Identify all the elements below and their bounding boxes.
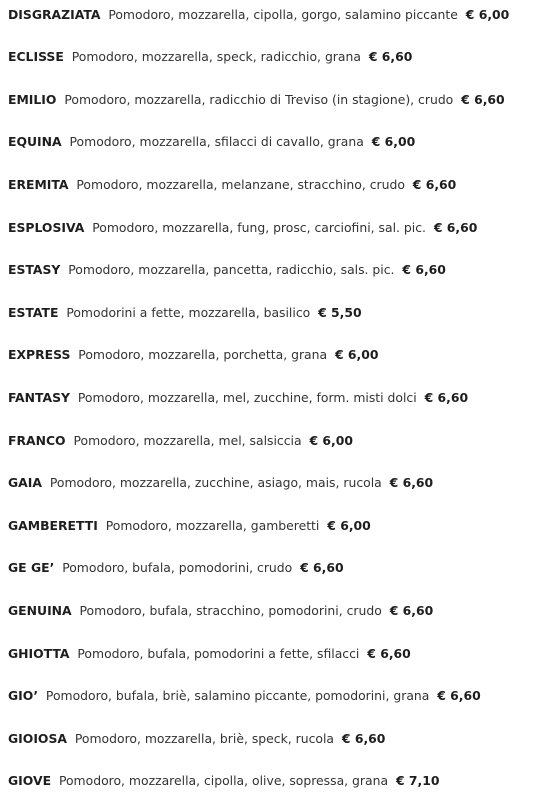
pizza-ingredients: Pomodoro, mozzarella, gamberetti xyxy=(105,518,320,533)
pizza-price: € 6,00 xyxy=(309,433,353,448)
pizza-ingredients: Pomodoro, mozzarella, fung, prosc, carciofini, sal. pic. xyxy=(92,220,426,235)
pizza-ingredients: Pomodoro, bufala, pomodorini, crudo xyxy=(62,560,293,575)
pizza-name: GE GE’ xyxy=(8,560,55,575)
pizza-price: € 6,60 xyxy=(389,603,434,618)
pizza-price: € 5,50 xyxy=(318,305,362,320)
pizza-name: ESTASY xyxy=(8,262,61,277)
pizza-ingredients: Pomodoro, mozzarella, speck, radicchio, grana xyxy=(71,49,361,64)
pizza-ingredients: Pomodoro, mozzarella, pancetta, radicchio, sals. pic. xyxy=(68,262,395,277)
pizza-price: € 6,00 xyxy=(465,7,510,22)
pizza-price: € 6,00 xyxy=(371,134,416,149)
pizza-name: FRANCO xyxy=(8,433,66,448)
menu-item xyxy=(8,557,538,579)
menu-item xyxy=(8,472,538,494)
menu-item xyxy=(8,387,538,409)
pizza-name: GENUINA xyxy=(8,603,72,618)
pizza-ingredients: Pomodoro, mozzarella, cipolla, olive, sopressa, grana xyxy=(58,773,389,788)
menu-item xyxy=(8,4,538,26)
pizza-ingredients: Pomodoro, mozzarella, cipolla, gorgo, salamino piccante xyxy=(108,7,458,22)
menu-item xyxy=(8,259,538,281)
pizza-price: € 6,00 xyxy=(327,518,371,533)
menu-item xyxy=(8,600,538,622)
menu-item xyxy=(8,46,538,68)
pizza-ingredients: Pomodoro, mozzarella, mel, zucchine, form. misti dolci xyxy=(77,390,417,405)
pizza-price: € 6,60 xyxy=(389,475,434,490)
pizza-price: € 6,60 xyxy=(437,688,481,703)
menu-item xyxy=(8,174,538,196)
pizza-ingredients: Pomodoro, bufala, briè, salamino piccante, pomodorini, grana xyxy=(45,688,430,703)
pizza-name: GIOIOSA xyxy=(8,731,67,746)
menu-item xyxy=(8,515,538,537)
pizza-ingredients: Pomodoro, mozzarella, zucchine, asiago, mais, rucola xyxy=(49,475,382,490)
pizza-name: FANTASY xyxy=(8,390,70,405)
pizza-name: ECLISSE xyxy=(8,49,64,64)
pizza-price: € 6,60 xyxy=(412,177,457,192)
pizza-name: GIO’ xyxy=(8,688,39,703)
pizza-price: € 7,10 xyxy=(395,773,440,788)
pizza-ingredients: Pomodoro, mozzarella, porchetta, grana xyxy=(78,347,328,362)
menu-item xyxy=(8,430,538,452)
pizza-price: € 6,60 xyxy=(300,560,344,575)
pizza-ingredients: Pomodoro, mozzarella, briè, speck, rucola xyxy=(74,731,335,746)
menu-item xyxy=(8,302,538,324)
pizza-name: GIOVE xyxy=(8,773,52,788)
menu-item xyxy=(8,89,538,111)
pizza-ingredients: Pomodoro, mozzarella, mel, salsiccia xyxy=(73,433,302,448)
menu-item xyxy=(8,131,538,153)
pizza-price: € 6,60 xyxy=(461,92,505,107)
pizza-name: GHIOTTA xyxy=(8,646,70,661)
pizza-name: GAIA xyxy=(8,475,42,490)
pizza-price: € 6,60 xyxy=(341,731,386,746)
menu-item xyxy=(8,770,538,792)
pizza-name: EMILIO xyxy=(8,92,57,107)
pizza-name: DISGRAZIATA xyxy=(8,7,101,22)
pizza-price: € 6,60 xyxy=(367,646,411,661)
menu-item xyxy=(8,217,538,239)
pizza-price: € 6,60 xyxy=(424,390,469,405)
menu-item xyxy=(8,643,538,665)
pizza-ingredients: Pomodoro, mozzarella, melanzane, stracchino, crudo xyxy=(76,177,405,192)
pizza-name: ESPLOSIVA xyxy=(8,220,85,235)
pizza-name: EREMITA xyxy=(8,177,69,192)
menu-item xyxy=(8,344,538,366)
pizza-price: € 6,60 xyxy=(368,49,413,64)
pizza-name: EQUINA xyxy=(8,134,62,149)
pizza-ingredients: Pomodorini a fette, mozzarella, basilico xyxy=(66,305,311,320)
pizza-price: € 6,60 xyxy=(402,262,446,277)
pizza-ingredients: Pomodoro, mozzarella, radicchio di Treviso (in stagione), crudo xyxy=(64,92,454,107)
menu-item xyxy=(8,728,538,750)
pizza-ingredients: Pomodoro, bufala, stracchino, pomodorini, crudo xyxy=(79,603,382,618)
pizza-ingredients: Pomodoro, bufala, pomodorini a fette, sfilacci xyxy=(77,646,360,661)
pizza-name: ESTATE xyxy=(8,305,59,320)
pizza-name: GAMBERETTI xyxy=(8,518,98,533)
menu-item xyxy=(8,685,538,707)
pizza-name: EXPRESS xyxy=(8,347,71,362)
pizza-price: € 6,00 xyxy=(334,347,379,362)
pizza-price: € 6,60 xyxy=(433,220,478,235)
pizza-ingredients: Pomodoro, mozzarella, sfilacci di cavallo, grana xyxy=(69,134,364,149)
